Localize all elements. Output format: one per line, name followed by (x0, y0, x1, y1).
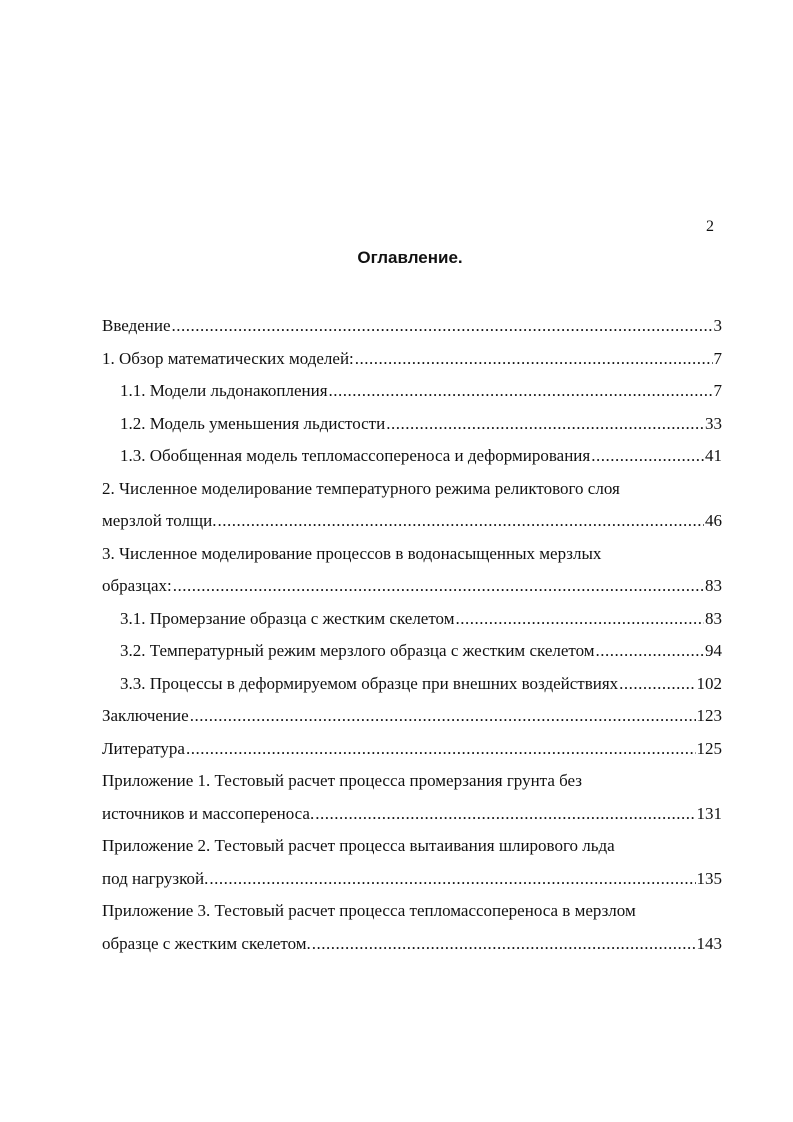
dot-leader (355, 343, 713, 376)
page-title: Оглавление. (357, 248, 463, 267)
dot-leader (190, 700, 696, 733)
toc-entry-page: 102 (696, 673, 722, 693)
toc-entry-page: 33 (705, 413, 722, 433)
dot-leader (596, 635, 704, 668)
toc-entry-chapter-3-line2[interactable] (102, 570, 722, 603)
toc-entry-label: 3.1. Промерзание образца с жестким скелетом (120, 608, 455, 628)
toc-entry-page: 135 (696, 868, 722, 888)
toc-entry-page: 7 (713, 381, 722, 400)
toc-entry-section-3-1[interactable] (102, 603, 722, 636)
toc-entry-page: 125 (696, 738, 722, 758)
toc-entry-label: Заключение (102, 706, 189, 725)
dot-leader (456, 603, 705, 636)
toc-entry-label: Литература (102, 738, 185, 758)
toc-entry-page: 143 (696, 933, 722, 953)
toc-entry-page: 131 (696, 803, 722, 823)
toc-entry-section-3-2[interactable] (102, 635, 722, 668)
toc-entry-appendix-3-line2[interactable] (102, 928, 722, 961)
toc-entry-page: 83 (705, 576, 722, 595)
toc-entry-appendix-1-line1[interactable] (102, 765, 722, 798)
toc-entry-label: Введение (102, 316, 171, 335)
toc-entry-page: 83 (705, 608, 722, 628)
dot-leader (217, 505, 704, 538)
toc-entry-chapter-2-line2[interactable] (102, 505, 722, 538)
toc-entry-section-1-1[interactable] (102, 375, 722, 408)
toc-entry-page: 41 (705, 446, 722, 465)
toc-entry-section-1-2[interactable] (102, 408, 722, 441)
toc-entry-label: 3.2. Температурный режим мерзлого образца с жестким скелетом (120, 641, 595, 660)
toc-entry-label: 3.3. Процессы в деформируемом образце при внешних воздействиях (120, 673, 619, 693)
toc-entry-chapter-1[interactable] (102, 343, 722, 376)
toc-entry-section-3-3[interactable] (102, 668, 722, 701)
toc-entry-literature[interactable] (102, 733, 722, 766)
toc-entry-page: 7 (713, 348, 722, 368)
toc-entry-label: Приложение 3. Тестовый расчет процесса тепломассопереноса в мерзлом (102, 901, 636, 920)
toc-entry-appendix-3-line1[interactable] (102, 895, 722, 928)
dot-leader (315, 798, 695, 831)
toc-entry-label: 2. Численное моделирование температурного режима реликтового слоя (102, 478, 620, 498)
toc-entry-label: 1. Обзор математических моделей: (102, 348, 354, 368)
toc-entry-appendix-2-line1[interactable] (102, 830, 722, 863)
toc-entry-appendix-2-line2[interactable] (102, 863, 722, 896)
dot-leader (186, 733, 696, 766)
toc-entry-label: Приложение 2. Тестовый расчет процесса вытаивания шлирового льда (102, 836, 615, 855)
toc-entry-label: 1.3. Обобщенная модель тепломассопереноса и деформирования (120, 446, 591, 465)
dot-leader (312, 928, 696, 961)
toc-entry-label: Приложение 1. Тестовый расчет процесса промерзания грунта без (102, 771, 583, 790)
toc-entry-label: образце с жестким скелетом. (102, 933, 311, 953)
toc-entry-label: под нагрузкой. (102, 868, 209, 888)
toc-entry-label: образцах: (102, 576, 172, 595)
toc-entry-label: 1.2. Модель уменьшения льдистости (120, 413, 386, 433)
toc-entry-appendix-1-line2[interactable] (102, 798, 722, 831)
toc-entry-conclusion[interactable] (102, 700, 722, 733)
toc-entry-page: 46 (705, 511, 722, 530)
dot-leader (591, 440, 704, 473)
toc-entry-chapter-2-line1[interactable] (102, 473, 722, 506)
toc-entry-label: источников и массопереноса. (102, 803, 315, 823)
toc-entry-page: 123 (696, 706, 722, 725)
toc-entry-section-1-3[interactable] (102, 440, 722, 473)
table-of-contents (102, 310, 722, 960)
dot-leader (329, 375, 713, 408)
dot-leader (172, 310, 713, 343)
toc-entry-label: мерзлой толщи. (102, 511, 217, 530)
dot-leader (173, 570, 704, 603)
toc-entry-introduction[interactable] (102, 310, 722, 343)
toc-entry-page: 94 (705, 641, 722, 660)
toc-entry-label: 1.1. Модели льдонакопления (120, 381, 328, 400)
toc-entry-chapter-3-line1[interactable] (102, 538, 722, 571)
page-number: 2 (706, 218, 714, 235)
dot-leader (386, 408, 704, 441)
toc-entry-page: 3 (713, 316, 722, 335)
toc-entry-label: 3. Численное моделирование процессов в водонасыщенных мерзлых (102, 543, 602, 563)
dot-leader (209, 863, 695, 896)
dot-leader (619, 668, 695, 701)
